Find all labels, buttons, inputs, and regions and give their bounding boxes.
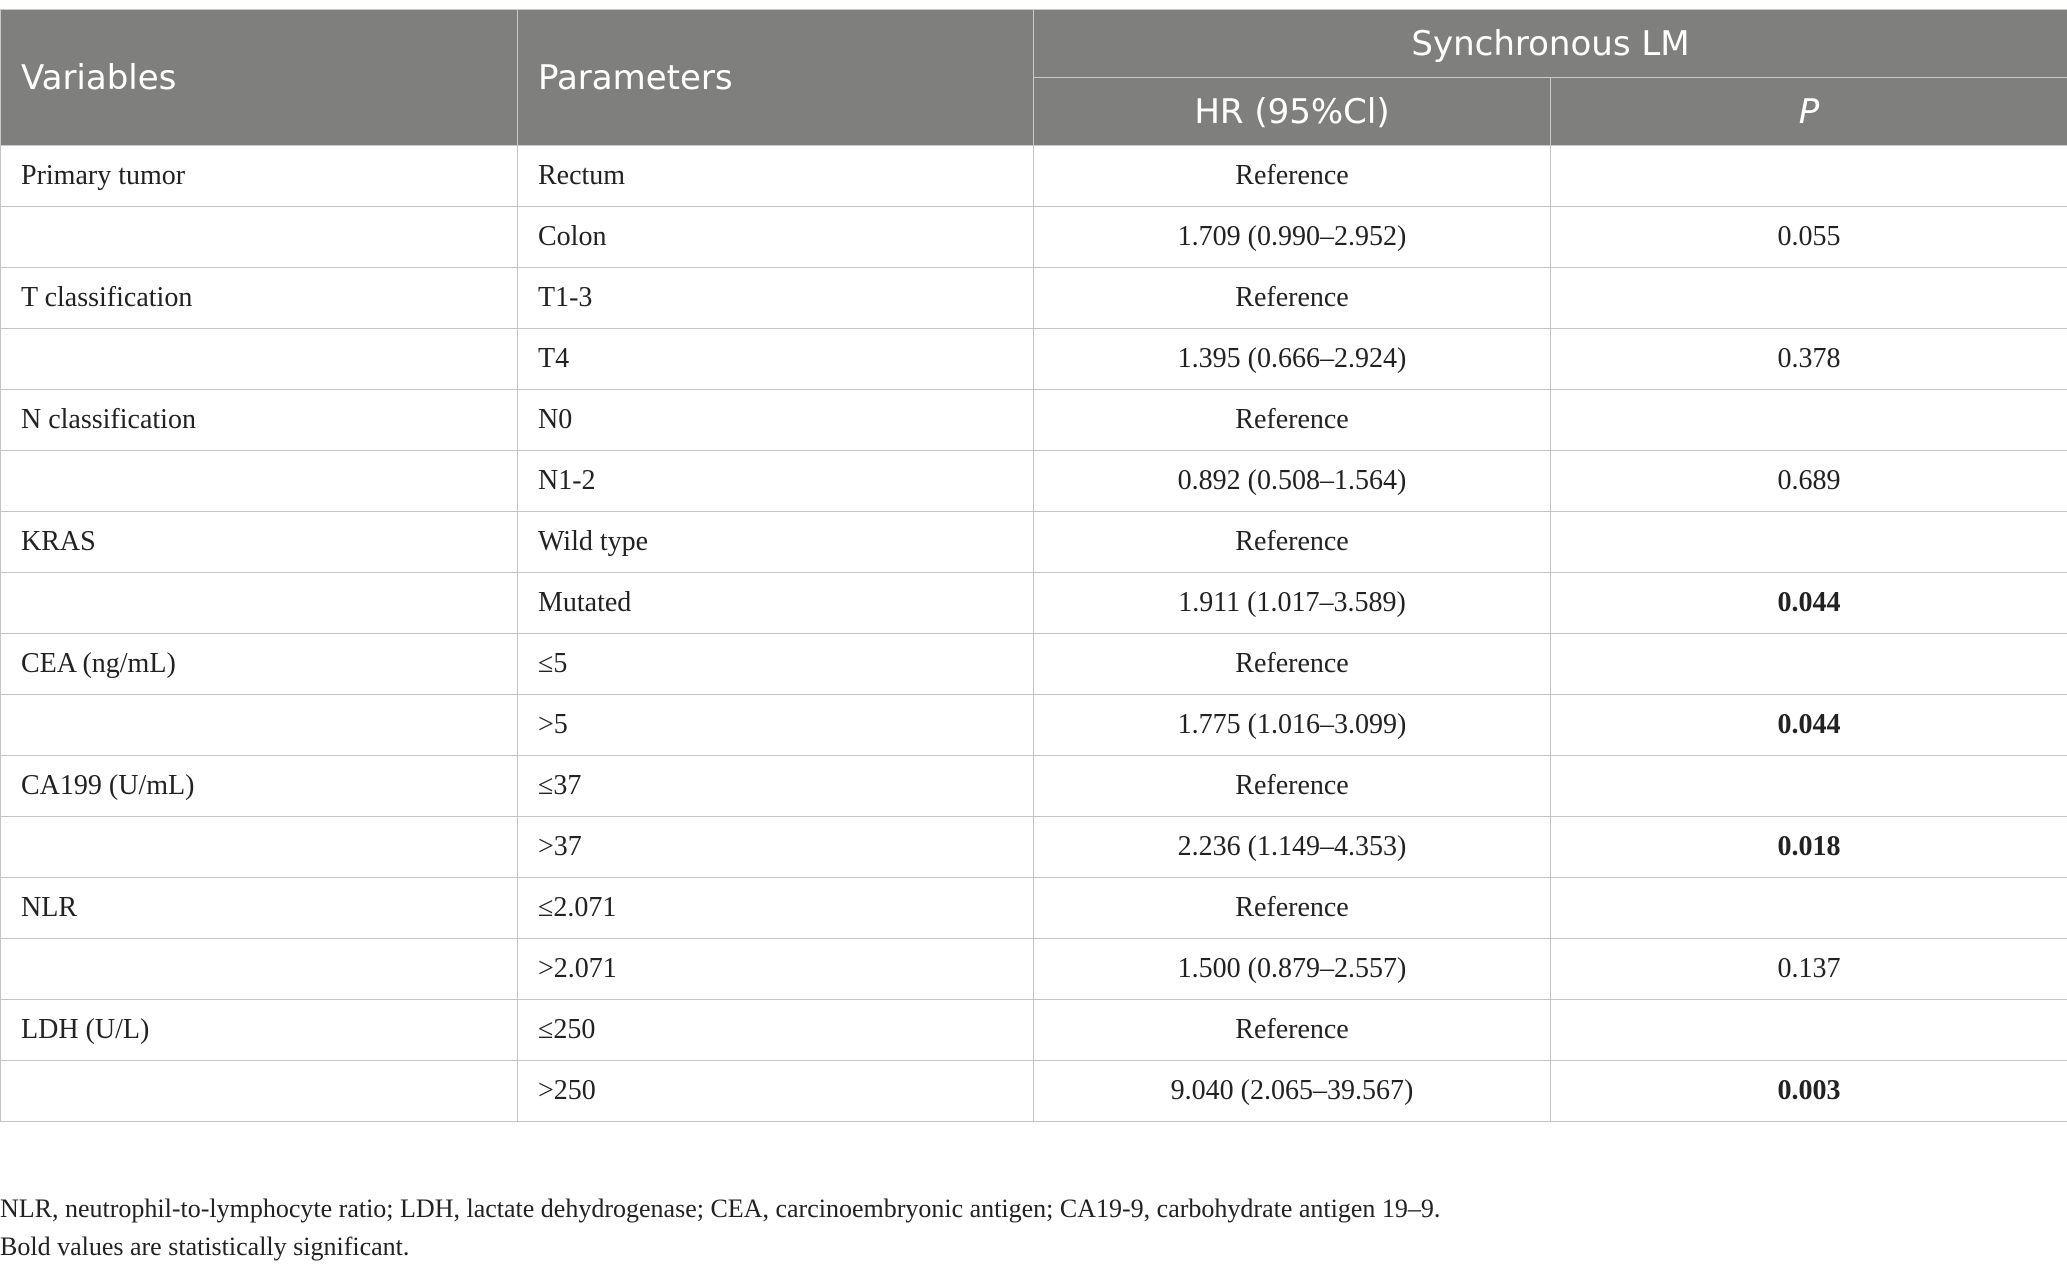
- cell-variable: CA199 (U/mL): [1, 756, 518, 817]
- cell-variable: T classification: [1, 268, 518, 329]
- table-row: [1, 573, 2067, 634]
- cell-parameter: Rectum: [518, 146, 1034, 207]
- cell-p-significant: 0.003: [1551, 1061, 2067, 1122]
- cell-hr: Reference: [1034, 390, 1551, 451]
- table-row: [1, 329, 2067, 390]
- table-row: [1, 634, 2067, 695]
- table-footnotes: [0, 1190, 1440, 1266]
- header-p: P: [1551, 78, 2067, 146]
- cell-parameter: ≤250: [518, 1000, 1034, 1061]
- table-row: [1, 817, 2067, 878]
- cell-parameter: T4: [518, 329, 1034, 390]
- cell-parameter: N0: [518, 390, 1034, 451]
- footnote-bold-values: Bold values are statistically significant.: [0, 1232, 410, 1261]
- cell-parameter: ≤37: [518, 756, 1034, 817]
- cell-parameter: ≤5: [518, 634, 1034, 695]
- table-row: [1, 146, 2067, 207]
- cell-parameter: >2.071: [518, 939, 1034, 1000]
- cell-hr: Reference: [1034, 512, 1551, 573]
- cell-variable: N classification: [1, 390, 518, 451]
- cell-variable: [1, 573, 518, 634]
- cell-variable: [1, 207, 518, 268]
- cell-p: [1551, 756, 2067, 817]
- cell-parameter: Wild type: [518, 512, 1034, 573]
- cell-p: [1551, 146, 2067, 207]
- cell-parameter: >37: [518, 817, 1034, 878]
- cell-variable: [1, 451, 518, 512]
- cell-hr: Reference: [1034, 878, 1551, 939]
- cell-hr: Reference: [1034, 756, 1551, 817]
- cell-hr: Reference: [1034, 634, 1551, 695]
- table-row: [1, 939, 2067, 1000]
- cell-variable: LDH (U/L): [1, 1000, 518, 1061]
- cell-p: 0.689: [1551, 451, 2067, 512]
- cell-p: [1551, 512, 2067, 573]
- results-table-container: [0, 9, 2067, 1122]
- cell-parameter: ≤2.071: [518, 878, 1034, 939]
- table-row: [1, 756, 2067, 817]
- table-row: [1, 207, 2067, 268]
- cell-p: [1551, 634, 2067, 695]
- cell-hr: 9.040 (2.065–39.567): [1034, 1061, 1551, 1122]
- cell-hr: 1.500 (0.879–2.557): [1034, 939, 1551, 1000]
- cell-parameter: N1-2: [518, 451, 1034, 512]
- results-table: [0, 9, 2067, 1122]
- table-row: [1, 1000, 2067, 1061]
- cell-p: [1551, 878, 2067, 939]
- footnote-abbreviations: NLR, neutrophil-to-lymphocyte ratio; LDH, lactate dehydrogenase; CEA, carcinoembryonic antigen; CA19-9, carbohydrate antigen 19–9.: [0, 1194, 1441, 1223]
- cell-hr: 1.775 (1.016–3.099): [1034, 695, 1551, 756]
- cell-hr: 1.911 (1.017–3.589): [1034, 573, 1551, 634]
- cell-p-significant: 0.044: [1551, 573, 2067, 634]
- cell-variable: [1, 1061, 518, 1122]
- cell-variable: [1, 695, 518, 756]
- cell-hr: 1.395 (0.666–2.924): [1034, 329, 1551, 390]
- table-row: [1, 390, 2067, 451]
- table-row: [1, 451, 2067, 512]
- cell-variable: CEA (ng/mL): [1, 634, 518, 695]
- header-parameters: Parameters: [518, 10, 1034, 146]
- cell-variable: NLR: [1, 878, 518, 939]
- table-row: [1, 695, 2067, 756]
- cell-p: [1551, 390, 2067, 451]
- cell-variable: [1, 939, 518, 1000]
- cell-p: [1551, 268, 2067, 329]
- cell-p-significant: 0.044: [1551, 695, 2067, 756]
- cell-parameter: Mutated: [518, 573, 1034, 634]
- cell-hr: Reference: [1034, 146, 1551, 207]
- cell-variable: [1, 817, 518, 878]
- cell-hr: 2.236 (1.149–4.353): [1034, 817, 1551, 878]
- cell-p: 0.055: [1551, 207, 2067, 268]
- header-variables: Variables: [1, 10, 518, 146]
- header-hr: HR (95%Cl): [1034, 78, 1551, 146]
- cell-parameter: >5: [518, 695, 1034, 756]
- cell-p: 0.378: [1551, 329, 2067, 390]
- cell-variable: Primary tumor: [1, 146, 518, 207]
- cell-variable: KRAS: [1, 512, 518, 573]
- cell-hr: Reference: [1034, 268, 1551, 329]
- table-row: [1, 268, 2067, 329]
- cell-parameter: Colon: [518, 207, 1034, 268]
- header-group: Synchronous LM: [1034, 10, 2067, 78]
- table-row: [1, 1061, 2067, 1122]
- table-row: [1, 878, 2067, 939]
- cell-hr: Reference: [1034, 1000, 1551, 1061]
- cell-parameter: T1-3: [518, 268, 1034, 329]
- cell-p: [1551, 1000, 2067, 1061]
- cell-variable: [1, 329, 518, 390]
- cell-p: 0.137: [1551, 939, 2067, 1000]
- cell-parameter: >250: [518, 1061, 1034, 1122]
- cell-p-significant: 0.018: [1551, 817, 2067, 878]
- table-row: [1, 512, 2067, 573]
- cell-hr: 0.892 (0.508–1.564): [1034, 451, 1551, 512]
- cell-hr: 1.709 (0.990–2.952): [1034, 207, 1551, 268]
